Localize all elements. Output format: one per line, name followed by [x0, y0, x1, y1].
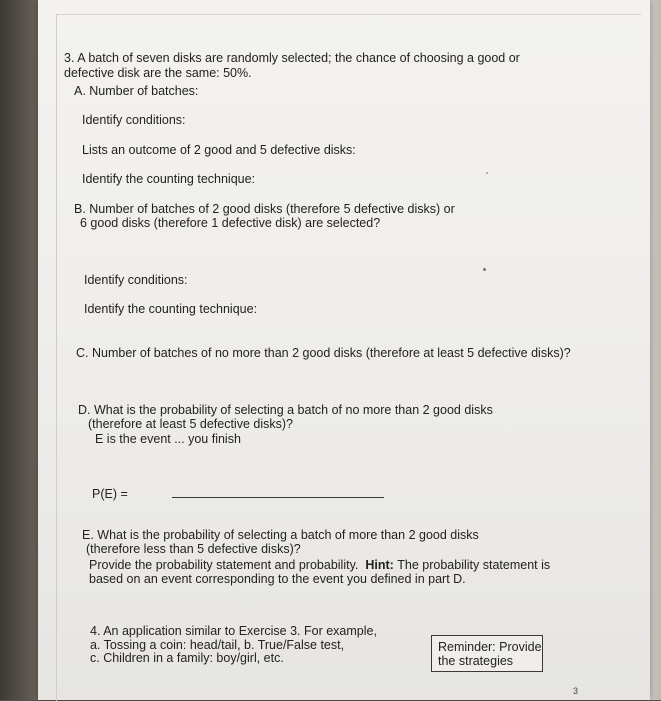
- hint-text: The probability statement is: [397, 558, 551, 572]
- part-c-question: C. Number of batches of no more than 2 good disks (therefore at least 5 defective disks)?: [76, 346, 571, 360]
- part-d-question-cont: (therefore at least 5 defective disks)?: [88, 417, 293, 431]
- part-a-conditions-prompt: Identify conditions:: [82, 113, 186, 127]
- probability-label: P(E) =: [92, 487, 128, 501]
- desk-background-left: [0, 0, 40, 700]
- part-a-heading: A. Number of batches:: [74, 84, 199, 98]
- part-e-instruction-main: Provide the probability statement and probability.: [89, 558, 359, 572]
- part-e-instruction: [89, 558, 550, 572]
- reminder-line-1: Reminder: Provide: [438, 640, 542, 654]
- answer-blank-line: [172, 497, 384, 498]
- stray-mark: [483, 268, 486, 271]
- part-b-conditions-prompt: Identify conditions:: [84, 273, 188, 287]
- part-b-question-cont: 6 good disks (therefore 1 defective disk) are selected?: [80, 216, 381, 230]
- stray-mark: [486, 172, 488, 174]
- question-3-text: 3. A batch of seven disks are randomly selected; the chance of choosing a good or: [64, 51, 520, 65]
- part-a-outcome-prompt: Lists an outcome of 2 good and 5 defective disks:: [82, 143, 356, 157]
- worksheet-page: [38, 0, 650, 700]
- part-d-question: D. What is the probability of selecting a batch of no more than 2 good disks: [78, 403, 493, 417]
- page-number: 3: [573, 686, 579, 696]
- part-b-question: B. Number of batches of 2 good disks (therefore 5 defective disks) or: [74, 202, 455, 216]
- question-4-example-a: a. Tossing a coin: head/tail, b. True/False test,: [90, 638, 345, 652]
- reminder-line-2: the strategies: [438, 654, 514, 668]
- part-e-question: E. What is the probability of selecting a batch of more than 2 good disks: [82, 528, 479, 542]
- part-e-question-cont: (therefore less than 5 defective disks)?: [86, 542, 301, 556]
- part-e-instruction-cont: based on an event corresponding to the event you defined in part D.: [89, 572, 466, 586]
- reminder-box: [431, 635, 543, 672]
- question-3-text-cont: defective disk are the same: 50%.: [64, 66, 252, 80]
- part-d-event-prompt: E is the event ... you finish: [95, 432, 241, 446]
- part-b-technique-prompt: Identify the counting technique:: [84, 302, 258, 316]
- part-a-technique-prompt: Identify the counting technique:: [82, 172, 256, 186]
- question-4-text: 4. An application similar to Exercise 3. For example,: [90, 624, 377, 638]
- question-4-example-c: c. Children in a family: boy/girl, etc.: [90, 651, 284, 665]
- hint-label: Hint:: [365, 558, 394, 572]
